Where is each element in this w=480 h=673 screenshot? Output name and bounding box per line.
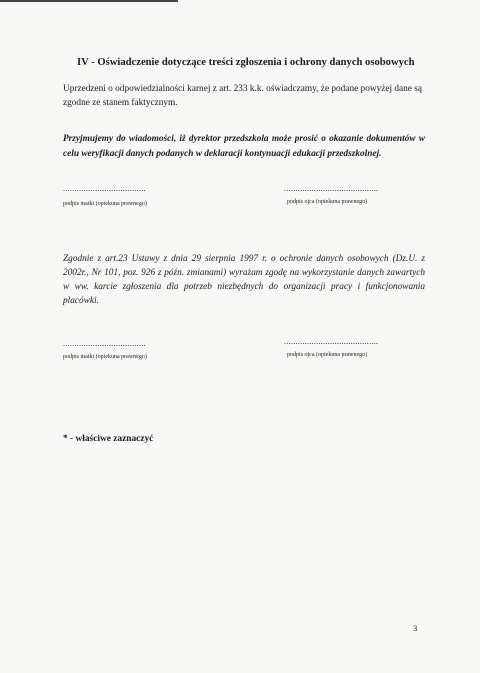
page-number: 3 [413, 623, 418, 633]
footnote: * - właściwe zaznaczyć [63, 434, 154, 444]
father-signature-line-2: ......................................... [284, 337, 379, 346]
father-signature-caption-1: podpis ojca (opiekuna prawnego) [287, 199, 368, 205]
mother-signature-caption-2: podpis matki (opiekuna prawnego) [63, 354, 147, 360]
father-signature-caption-2: podpis ojca (opiekuna prawnego) [287, 352, 368, 358]
acknowledgement-paragraph: Przyjmujemy do wiadomości, iż dyrektor przedszkola może prosić o okazanie dokumentów w celu weryfikacji danych podanych w deklaracji kontynuacji edukacji przedszkolnej. [63, 134, 425, 159]
declaration-paragraph: Uprzedzeni o odpowiedzialności karnej z art. 233 k.k. oświadczamy, że podane powyżej dane są zgodne ze stanem faktycznym. [63, 84, 422, 108]
father-signature-line-1: ......................................... [284, 184, 379, 193]
mother-signature-line-1: .................................... [63, 184, 146, 193]
scan-edge-mark [0, 0, 178, 2]
mother-signature-caption-1: podpis matki (opiekuna prawnego) [63, 201, 147, 207]
consent-paragraph: Zgodnie z art.23 Ustawy z dnia 29 sierpnia 1997 r. o ochronie danych osobowych (Dz.U. z 2002r., Nr 101, poz. 926 z późn. zmianami) wyrażam zgodę na wykorzystanie danych zawartych w ww. karcie zgłoszenia dla potrzeb niezbędnych do organizacji pracy i funkcjonowania placówki. [63, 254, 425, 306]
mother-signature-line-2: .................................... [63, 339, 146, 348]
section-heading: IV - Oświadczenie dotyczące treści zgłoszenia i ochrony danych osobowych [77, 57, 415, 68]
